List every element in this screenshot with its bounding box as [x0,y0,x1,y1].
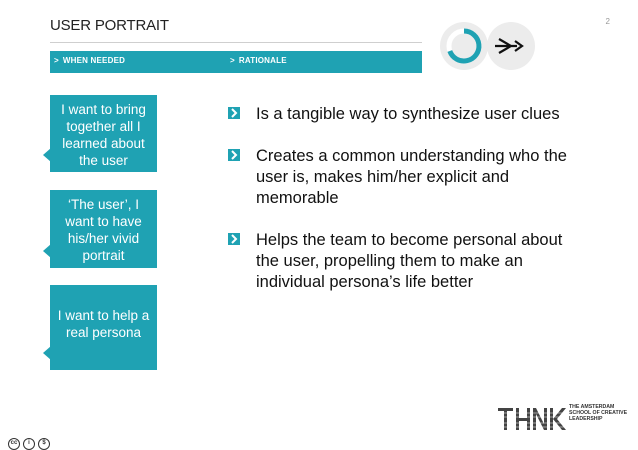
page-number: 2 [605,17,610,26]
rationale-item: Creates a common understanding who the user is, makes him/her explicit and memorable [228,146,588,209]
converge-icon [487,22,535,70]
bullet-chevron-icon [228,107,240,119]
thnk-wordmark-icon [498,404,568,434]
license-badges [8,431,53,450]
rationale-item: Helps the team to become personal about the user, propelling them to make an individual persona’s life better [228,230,588,293]
when-needed-label: > WHEN NEEDED [54,56,126,65]
rationale-list [228,104,588,314]
need-bubble-1: I want to bring together all I learned about the user [50,95,157,172]
section-header-bar [50,51,422,73]
rationale-label: > RATIONALE [230,56,287,65]
bullet-chevron-icon [228,149,240,161]
rationale-item: Is a tangible way to synthesize user clues [228,104,588,125]
logo-tagline: THE AMSTERDAM SCHOOL OF CREATIVE LEADERSHIP [569,404,628,422]
cc-icon: cc [8,438,20,450]
header-divider [50,42,422,43]
need-bubble-3: I want to help a real persona [50,285,157,370]
need-bubble-2: ‘The user’, I want to have his/her vivid portrait [50,190,157,268]
page-title: USER PORTRAIT [50,17,169,34]
thnk-logo [498,404,628,439]
progress-ring-icon [440,22,488,70]
bullet-chevron-icon [228,233,240,245]
by-icon: i [23,438,35,450]
nc-icon: $ [38,438,50,450]
